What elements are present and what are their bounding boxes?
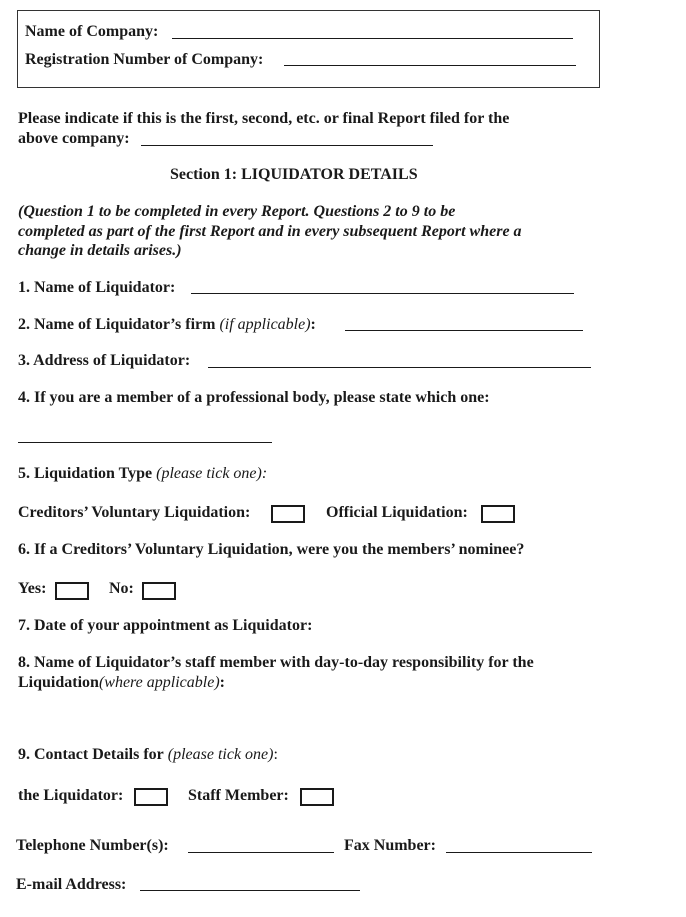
q5-label [18,465,267,483]
cvl-checkbox[interactable] [271,505,305,523]
q7-label: 7. Date of your appointment as Liquidator: [18,617,313,634]
official-liquidation-checkbox[interactable] [481,505,515,523]
instructions-line-2: completed as part of the first Report and in every subsequent Report where a [18,223,522,240]
instructions-line-3: change in details arises.) [18,242,182,259]
q9-label-note: (please tick one) [167,746,274,763]
q9-label [18,746,278,764]
q4-label: 4. If you are a member of a professional body, please state which one: [18,389,490,406]
no-label: No: [109,580,134,597]
q6-label: 6. If a Creditors’ Voluntary Liquidation, were you the members’ nominee? [18,541,525,558]
company-name-label: Name of Company: [25,23,159,40]
no-checkbox[interactable] [142,582,176,600]
email-field[interactable] [140,890,360,891]
official-liquidation-label: Official Liquidation: [326,504,468,521]
liquidator-name-field[interactable] [191,293,574,294]
contact-liquidator-label: the Liquidator: [18,787,124,804]
professional-body-field[interactable] [18,442,272,443]
report-indicator-text-2: above company: [18,130,130,147]
liquidator-firm-field[interactable] [345,330,583,331]
telephone-label: Telephone Number(s): [16,837,169,854]
q2-label-colon: : [310,316,316,333]
contact-staff-label: Staff Member: [188,787,289,804]
q2-label-main: 2. Name of Liquidator’s firm [18,316,216,333]
company-name-field[interactable] [172,38,573,39]
q8-label-line-1: 8. Name of Liquidator’s staff member with day-to-day responsibility for the [18,654,534,671]
yes-label: Yes: [18,580,47,597]
cvl-option-label: Creditors’ Voluntary Liquidation: [18,504,251,521]
fax-field[interactable] [446,852,592,853]
q8-label-main: Liquidation [18,674,99,691]
fax-label: Fax Number: [344,837,436,854]
q2-label-note: (if applicable) [219,316,311,333]
q3-label: 3. Address of Liquidator: [18,352,191,369]
report-indicator-field[interactable] [141,145,433,146]
q9-label-main: 9. Contact Details for [18,746,164,763]
q9-label-colon: : [273,746,278,763]
registration-number-label: Registration Number of Company: [25,51,264,68]
instructions-line-1: (Question 1 to be completed in every Report. Questions 2 to 9 to be [18,203,456,220]
liquidator-address-field[interactable] [208,367,591,368]
yes-checkbox[interactable] [55,582,89,600]
registration-number-field[interactable] [284,65,576,66]
q2-label [18,316,316,334]
contact-liquidator-checkbox[interactable] [134,788,168,806]
telephone-field[interactable] [188,852,334,853]
q1-label: 1. Name of Liquidator: [18,279,176,296]
q8-label-colon: : [219,674,225,691]
q5-label-note: (please tick one): [156,465,268,482]
section-title: Section 1: LIQUIDATOR DETAILS [170,166,418,183]
report-indicator-text-1: Please indicate if this is the first, second, etc. or final Report filed for the [18,110,510,127]
contact-staff-checkbox[interactable] [300,788,334,806]
q5-label-main: 5. Liquidation Type [18,465,153,482]
q8-label-note: (where applicable) [98,674,220,691]
email-label: E-mail Address: [16,876,127,893]
company-details-box [17,10,600,88]
q8-label-line-2 [18,674,225,692]
